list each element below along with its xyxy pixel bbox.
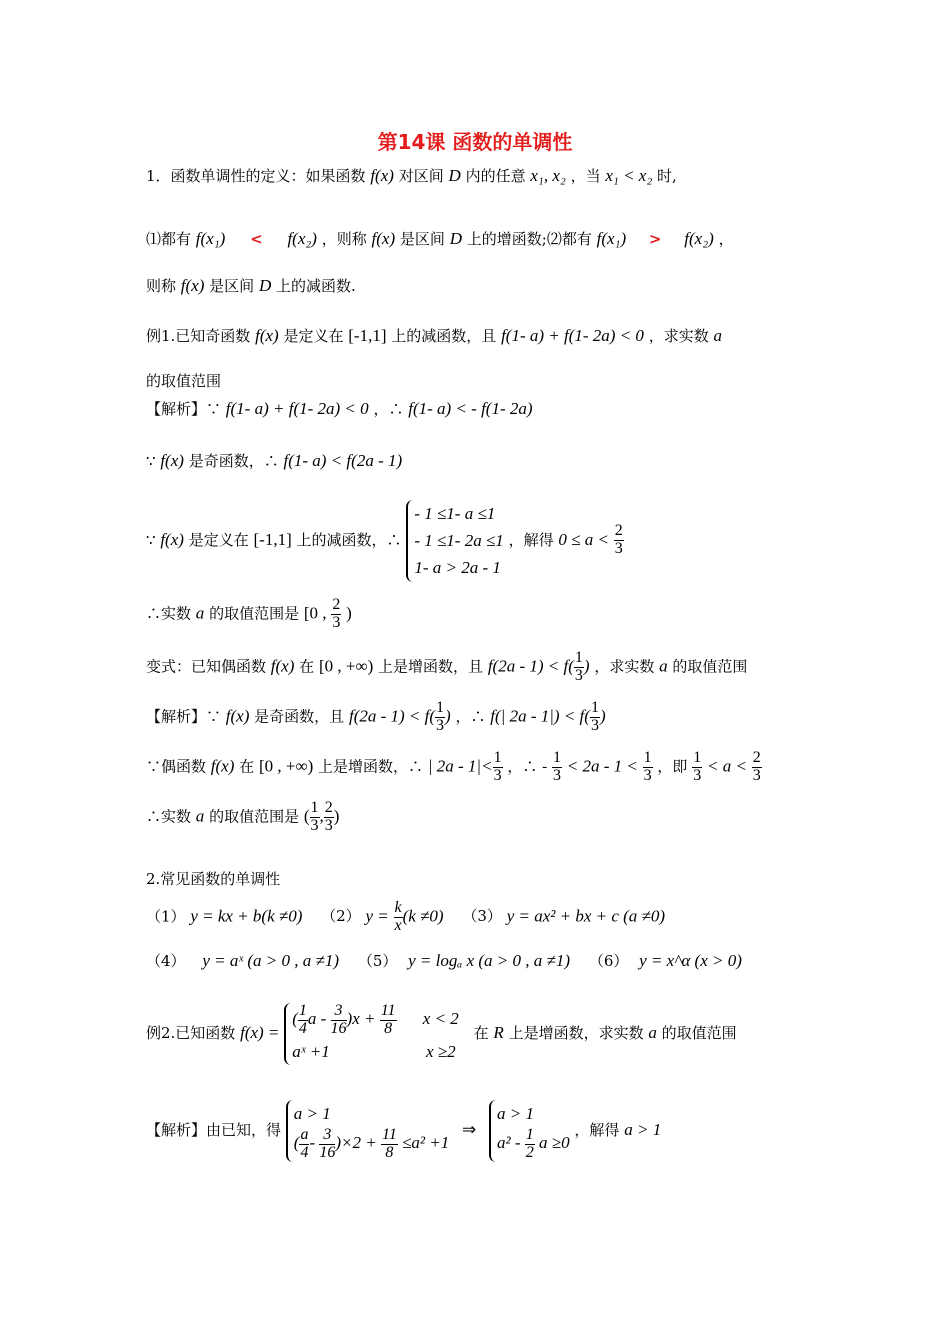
text: 上的减函数，∴ bbox=[296, 530, 402, 549]
fraction bbox=[643, 750, 653, 785]
text: ∵偶函数 bbox=[146, 757, 207, 776]
math: f(x₂) bbox=[684, 229, 714, 248]
text: 上是增函数，且 bbox=[378, 657, 484, 676]
text: 上的减函数，且 bbox=[391, 327, 497, 345]
math: [-1,1] bbox=[253, 529, 292, 549]
fraction bbox=[380, 1003, 397, 1038]
numerator: 2 bbox=[332, 596, 341, 613]
greater-than-sign: > bbox=[648, 230, 662, 248]
piece-row-1 bbox=[292, 1003, 459, 1038]
denominator: 4 bbox=[300, 1143, 309, 1161]
math: f(x) bbox=[180, 276, 205, 295]
math: a bbox=[713, 326, 723, 345]
fraction bbox=[590, 700, 600, 735]
math: [0 , bbox=[303, 603, 327, 623]
numerator: 2 bbox=[752, 749, 761, 766]
fraction bbox=[298, 1003, 308, 1038]
text: ，∴ - bbox=[507, 757, 548, 776]
math: f(1- a) + f(1- 2a) < 0 bbox=[501, 326, 644, 345]
math: f(x) bbox=[160, 451, 184, 470]
denominator: 3 bbox=[436, 716, 445, 734]
text: ∴实数 bbox=[146, 807, 192, 826]
fraction bbox=[574, 650, 584, 685]
math: < 2a - 1 < bbox=[566, 756, 638, 776]
denominator: 3 bbox=[332, 613, 341, 631]
text: 是奇函数，且 bbox=[254, 707, 345, 726]
system-row: - 1 ≤1- a ≤1 bbox=[414, 504, 496, 523]
denominator: 3 bbox=[493, 766, 502, 784]
denominator: x bbox=[394, 916, 402, 934]
math: ) bbox=[333, 806, 340, 826]
numerator: 11 bbox=[382, 1126, 397, 1144]
math: y = kx + b(k ≠0) bbox=[190, 906, 303, 926]
text: ，解得 bbox=[508, 530, 554, 549]
text: 是区间 bbox=[399, 230, 445, 248]
fraction bbox=[381, 1127, 398, 1162]
math: f(x) bbox=[270, 656, 295, 676]
math: ) bbox=[346, 603, 352, 623]
fraction bbox=[331, 597, 341, 632]
text: （4） bbox=[146, 952, 186, 970]
common-functions-row-2 bbox=[146, 950, 742, 972]
numerator: 11 bbox=[380, 1002, 396, 1019]
math: aˣ +1 bbox=[292, 1041, 330, 1061]
example-1-question bbox=[146, 325, 722, 347]
result-system bbox=[489, 1100, 570, 1162]
math: - bbox=[309, 1133, 316, 1153]
denominator: 4 bbox=[298, 1019, 307, 1037]
numerator: 1 bbox=[310, 799, 319, 816]
text: ∵ bbox=[146, 530, 156, 549]
math: )x + bbox=[346, 1009, 376, 1029]
math: f(x) = bbox=[240, 1022, 280, 1042]
math: x ≥2 bbox=[425, 1041, 456, 1061]
definition-line-1 bbox=[146, 165, 677, 187]
math: ≤a² +1 bbox=[402, 1133, 450, 1153]
numerator: 1 bbox=[436, 699, 445, 716]
fraction bbox=[310, 800, 320, 835]
text: ∴实数 bbox=[146, 604, 192, 623]
math: )×2 + bbox=[335, 1133, 377, 1153]
numerator: 2 bbox=[614, 522, 623, 540]
text: 上的减函数. bbox=[276, 277, 356, 295]
text: ，当 bbox=[570, 167, 601, 185]
text: ，∴ bbox=[373, 400, 404, 418]
math-x1x2: x₁, x₂ bbox=[530, 166, 566, 185]
math: y = logₐ x (a > 0 , a ≠1) bbox=[408, 951, 571, 970]
math-fx: f(x) bbox=[370, 166, 394, 185]
denominator: 3 bbox=[310, 816, 319, 834]
math: f(2a - 1) < f( bbox=[348, 706, 436, 726]
text: 1．函数单调性的定义：如果函数 bbox=[146, 167, 366, 185]
math: a² - bbox=[497, 1133, 521, 1153]
text: 【解析】∵ bbox=[146, 707, 222, 726]
system-row: a > 1 bbox=[293, 1104, 331, 1123]
math: y = x^α (x > 0) bbox=[639, 951, 742, 970]
text: 是奇函数，∴ bbox=[188, 452, 279, 470]
piece-row-2 bbox=[292, 1038, 459, 1065]
text: ⑴都有 bbox=[146, 230, 192, 248]
text: 的取值范围是 bbox=[209, 807, 300, 826]
math: ( bbox=[292, 1009, 298, 1029]
numerator: 3 bbox=[331, 1003, 347, 1021]
example-2-question bbox=[146, 1003, 737, 1065]
text: 则称 bbox=[146, 277, 177, 295]
denominator: 3 bbox=[574, 666, 583, 684]
math: a bbox=[195, 806, 205, 826]
fraction bbox=[552, 750, 562, 785]
math: [0 , +∞) bbox=[258, 756, 314, 776]
math-D: D bbox=[448, 166, 461, 185]
fraction bbox=[692, 750, 702, 785]
text: 例2.已知函数 bbox=[146, 1023, 236, 1042]
text: （1） bbox=[146, 907, 186, 926]
math: f(x) bbox=[160, 529, 184, 549]
inequality-system bbox=[406, 500, 503, 582]
piecewise-definition bbox=[284, 1003, 459, 1065]
system-row bbox=[497, 1127, 570, 1162]
text: ，解得 bbox=[574, 1120, 620, 1139]
math: f(x₂) bbox=[287, 229, 317, 248]
math: f(1- a) + f(1- 2a) < 0 bbox=[225, 399, 369, 418]
math: y = aˣ (a > 0 , a ≠1) bbox=[202, 951, 340, 970]
math: a - bbox=[307, 1009, 327, 1029]
text: 变式：已知偶函数 bbox=[146, 657, 267, 676]
numerator: 3 bbox=[319, 1127, 335, 1145]
numerator: 1 bbox=[525, 1126, 534, 1144]
text: 在 bbox=[473, 1023, 489, 1042]
example-1-answer bbox=[146, 597, 352, 632]
math: a bbox=[195, 603, 205, 623]
math: f(x₁) bbox=[596, 229, 627, 248]
example-1-question-2: 的取值范围 bbox=[146, 372, 222, 390]
numerator: 1 bbox=[574, 649, 583, 666]
denominator: 3 bbox=[614, 540, 623, 558]
denominator: 3 bbox=[752, 766, 761, 784]
math: | 2a - 1|< bbox=[427, 756, 493, 776]
math: ) bbox=[583, 656, 590, 676]
math: 0 ≤ a < bbox=[558, 529, 609, 549]
math: f(x) bbox=[371, 229, 396, 248]
example-1-solution-1 bbox=[146, 398, 533, 420]
text: 的取值范围 bbox=[661, 1023, 737, 1042]
system-row bbox=[294, 1127, 449, 1162]
math: f(x) bbox=[210, 756, 235, 776]
denominator: 3 bbox=[693, 766, 702, 784]
math: f(x) bbox=[255, 326, 279, 345]
math: < a < bbox=[707, 756, 747, 776]
text: 内的任意 bbox=[465, 167, 526, 185]
numerator: 1 bbox=[493, 749, 502, 766]
text: 上是增函数，∴ bbox=[318, 757, 424, 776]
text: 的取值范围 bbox=[672, 657, 748, 676]
text: 在 bbox=[299, 657, 315, 676]
text: ， bbox=[718, 230, 734, 248]
fraction bbox=[319, 1127, 335, 1162]
math: f(x₁) bbox=[195, 229, 226, 248]
text: （2） bbox=[321, 907, 361, 926]
example-2-solution bbox=[146, 1100, 661, 1162]
text: （6） bbox=[588, 952, 629, 970]
denominator: 3 bbox=[590, 716, 599, 734]
text: （5） bbox=[357, 952, 398, 970]
variant-question bbox=[146, 650, 747, 685]
common-functions-row-1 bbox=[146, 900, 665, 935]
denominator: 3 bbox=[552, 766, 561, 784]
denominator: 8 bbox=[384, 1019, 393, 1037]
numerator: 2 bbox=[324, 799, 333, 816]
fraction bbox=[394, 900, 403, 935]
text: 上的增函数;⑵都有 bbox=[466, 230, 592, 248]
math: a bbox=[659, 656, 668, 676]
math: f(| 2a - 1|) < f( bbox=[490, 706, 590, 726]
text: ，∴ bbox=[455, 707, 486, 726]
denominator: 3 bbox=[643, 766, 652, 784]
math: y = bbox=[365, 906, 389, 926]
math: x < 2 bbox=[422, 1009, 459, 1029]
text: 上是增函数，求实数 bbox=[508, 1023, 644, 1042]
text: ，即 bbox=[657, 757, 688, 776]
example-1-solution-2 bbox=[146, 450, 402, 472]
math: f(x) bbox=[225, 706, 250, 726]
denominator: 16 bbox=[319, 1143, 336, 1161]
denominator: 8 bbox=[385, 1143, 394, 1161]
fraction bbox=[752, 750, 762, 785]
math: (k ≠0) bbox=[402, 906, 444, 926]
variant-solution-1 bbox=[146, 700, 606, 735]
math: ) bbox=[445, 706, 451, 726]
text: 【解析】∵ bbox=[146, 400, 222, 418]
fraction bbox=[614, 523, 624, 558]
text: ∵ bbox=[146, 452, 156, 470]
math: f(1- a) < f(2a - 1) bbox=[283, 451, 403, 470]
fraction bbox=[525, 1127, 535, 1162]
text: ，求实数 bbox=[594, 657, 655, 676]
denominator: 3 bbox=[324, 816, 333, 834]
math: a bbox=[648, 1022, 657, 1042]
numerator: a bbox=[300, 1126, 309, 1144]
section-2-heading: 2.常见函数的单调性 bbox=[146, 870, 281, 888]
text: 时, bbox=[657, 167, 677, 185]
math: R bbox=[493, 1022, 504, 1042]
text: 是区间 bbox=[209, 277, 255, 295]
example-1-solution-3 bbox=[146, 500, 624, 582]
variant-answer bbox=[146, 800, 339, 835]
system-row: - 1 ≤1- 2a ≤1 bbox=[414, 531, 504, 551]
system-row: 1- a > 2a - 1 bbox=[414, 558, 501, 578]
implies-sign: ⇒ bbox=[462, 1119, 477, 1139]
system-row: a > 1 bbox=[497, 1104, 535, 1123]
numerator: 1 bbox=[552, 749, 561, 766]
variant-solution-2 bbox=[146, 750, 762, 785]
math: D bbox=[258, 276, 272, 295]
definition-line-2 bbox=[146, 228, 734, 250]
text: 的取值范围是 bbox=[209, 604, 300, 623]
text: 例1.已知奇函数 bbox=[146, 327, 251, 345]
text: 对区间 bbox=[398, 167, 444, 185]
math: [0 , +∞) bbox=[318, 656, 374, 676]
math: ( bbox=[303, 806, 310, 826]
text: （3） bbox=[462, 907, 502, 926]
math: ) bbox=[599, 706, 606, 726]
denominator: 2 bbox=[525, 1143, 534, 1161]
numerator: 1 bbox=[693, 749, 702, 766]
text: ，求实数 bbox=[648, 327, 709, 345]
math-ineq: x₁ < x₂ bbox=[605, 166, 653, 185]
text: 是定义在 bbox=[283, 327, 344, 345]
math: y = ax² + bx + c (a ≠0) bbox=[506, 906, 666, 926]
less-than-sign: < bbox=[250, 230, 263, 248]
fraction bbox=[299, 1127, 309, 1162]
math: f(1- a) < - f(1- 2a) bbox=[408, 399, 533, 418]
text: ，则称 bbox=[321, 230, 367, 248]
math: , bbox=[319, 806, 324, 826]
denominator: 16 bbox=[330, 1019, 347, 1037]
text: 是定义在 bbox=[188, 530, 249, 549]
math: f(2a - 1) < f( bbox=[487, 656, 574, 676]
numerator: k bbox=[394, 899, 402, 916]
fraction bbox=[493, 750, 503, 785]
math: a > 1 bbox=[624, 1119, 662, 1139]
fraction bbox=[324, 800, 334, 835]
math: [-1,1] bbox=[348, 326, 387, 345]
math: a ≥0 bbox=[539, 1133, 570, 1153]
numerator: 1 bbox=[590, 699, 599, 716]
fraction bbox=[435, 700, 445, 735]
definition-line-3 bbox=[146, 275, 356, 297]
math: ( bbox=[293, 1133, 300, 1153]
fraction bbox=[331, 1003, 347, 1038]
page-title: 第14课 函数的单调性 bbox=[377, 130, 573, 154]
text: 【解析】由已知，得 bbox=[146, 1120, 282, 1139]
condition-system bbox=[286, 1100, 449, 1162]
numerator: 1 bbox=[298, 1002, 307, 1019]
numerator: 1 bbox=[643, 749, 652, 766]
text: 在 bbox=[239, 757, 255, 776]
math: D bbox=[449, 229, 462, 248]
